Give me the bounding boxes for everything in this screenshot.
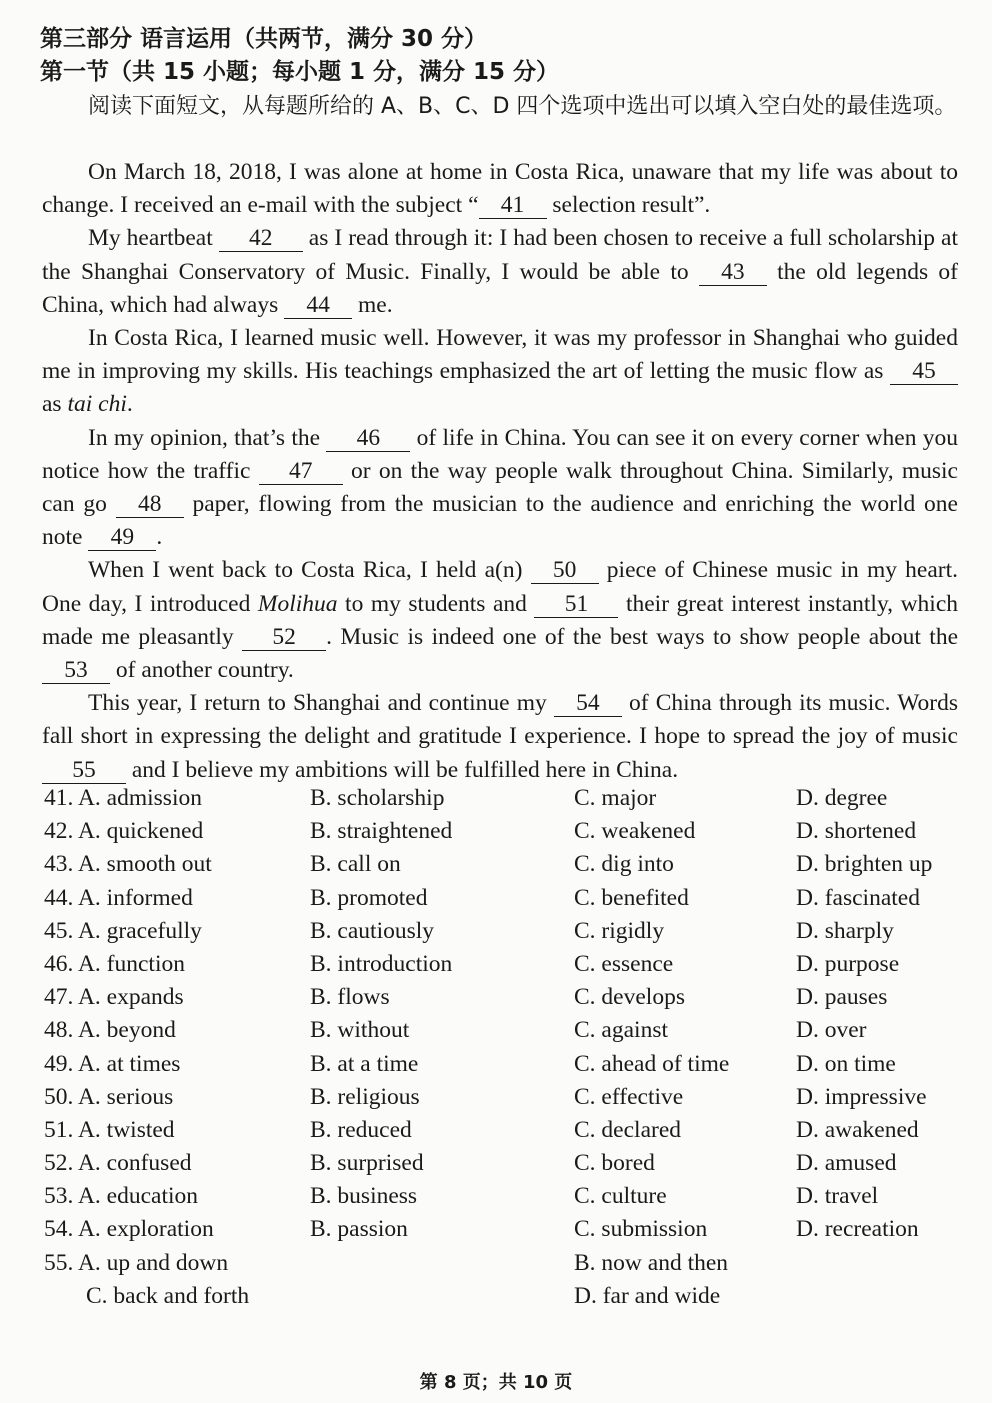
option-d: D. impressive: [796, 1083, 927, 1110]
option-b: B. introduction: [310, 950, 453, 977]
option-b: B. business: [310, 1183, 418, 1210]
blank-51: 51: [534, 591, 618, 618]
option-b: B. reduced: [310, 1116, 412, 1143]
option-d: D. brighten up: [796, 851, 933, 878]
paragraph-3: In Costa Rica, I learned music well. However, it was my professor in Shanghai who guided me in improving my skills. His teachings emphasized the art of letting the music flow as 45 as tai chi.: [42, 325, 958, 418]
option-a: 42. A. quickened: [44, 818, 204, 845]
option-b: B. surprised: [310, 1150, 424, 1177]
option-b: B. promoted: [310, 884, 428, 911]
option-row: [44, 785, 964, 818]
option-c: C. effective: [574, 1083, 684, 1110]
blank-52: 52: [242, 624, 326, 651]
option-d: D. on time: [796, 1050, 896, 1077]
cloze-passage: [42, 156, 958, 787]
blank-47: 47: [259, 458, 343, 485]
section-heading: 第三部分 语言运用（共两节，满分 30 分）: [40, 26, 488, 52]
option-d: D. pauses: [796, 984, 888, 1011]
option-row: [44, 1117, 964, 1150]
option-c: C. culture: [574, 1183, 667, 1210]
paragraph-4: In my opinion, that’s the 46 of life in China. You can see it on every corner when you notice how the traffic 47 or on the way people walk throughout China. Similarly, music can go 48 paper, flowing from the musician to the audience and enriching the world one note 49 .: [42, 424, 958, 551]
blank-43: 43: [699, 259, 767, 286]
option-row: [44, 1216, 964, 1249]
option-c: C. dig into: [574, 851, 674, 878]
option-a: 45. A. gracefully: [44, 917, 202, 944]
paragraph-6: This year, I return to Shanghai and continue my 54 of China through its music. Words fall short in expressing the delight and gratitude I experience. I hope to spread the joy of music 55 and I believe my ambitions will be fulfilled here in China.: [42, 690, 958, 783]
option-row-55: [44, 1250, 964, 1283]
blank-41: 41: [479, 192, 547, 219]
option-a: 52. A. confused: [44, 1150, 192, 1177]
option-c: C. major: [574, 785, 657, 811]
option-a: 55. A. up and down: [44, 1249, 229, 1276]
blank-55: 55: [42, 757, 126, 784]
option-b: B. call on: [310, 851, 401, 878]
option-b: B. now and then: [574, 1249, 729, 1276]
option-a: 44. A. informed: [44, 884, 193, 911]
option-d: D. travel: [796, 1183, 879, 1210]
paragraph-5: When I went back to Costa Rica, I held a(n) 50 piece of Chinese music in my heart. One day, I introduced Molihua to my students and 51 their great interest instantly, which made me pleasantly 52 . Music is indeed one of the best ways to show people about the 53 of another country.: [42, 557, 959, 684]
option-b: B. religious: [310, 1083, 420, 1110]
option-a: 43. A. smooth out: [44, 851, 212, 878]
option-c: C. against: [574, 1017, 668, 1044]
option-a: 48. A. beyond: [44, 1017, 176, 1044]
option-c: C. weakened: [574, 818, 696, 845]
option-row: [44, 1017, 964, 1050]
option-c: C. ahead of time: [574, 1050, 730, 1077]
blank-44: 44: [284, 292, 352, 319]
option-c: C. essence: [574, 950, 674, 977]
option-c: C. rigidly: [574, 917, 665, 944]
option-row: [44, 984, 964, 1017]
option-d: D. awakened: [796, 1116, 919, 1143]
option-d: D. over: [796, 1017, 867, 1044]
blank-49: 49: [88, 524, 156, 551]
option-c: C. benefited: [574, 884, 689, 911]
option-row: [44, 818, 964, 851]
paragraph-2: My heartbeat 42 as I read through it: I had been chosen to receive a full scholarship at the Shanghai Conservatory of Music. Finally, I would be able to 43 the old legends of China, which had always 44 me.: [42, 225, 959, 318]
option-c: C. develops: [574, 984, 685, 1011]
blank-42: 42: [219, 225, 303, 252]
option-d: D. purpose: [796, 950, 900, 977]
option-b: B. cautiously: [310, 917, 435, 944]
option-row: [44, 1183, 964, 1216]
option-a: 54. A. exploration: [44, 1216, 214, 1243]
option-b: B. scholarship: [310, 785, 445, 811]
option-a: 46. A. function: [44, 950, 185, 977]
option-row: [44, 1084, 964, 1117]
option-a: 51. A. twisted: [44, 1116, 175, 1143]
option-row: [44, 1150, 964, 1183]
blank-54: 54: [554, 690, 622, 717]
option-c: C. submission: [574, 1216, 708, 1243]
option-b: B. flows: [310, 984, 390, 1011]
option-d: D. sharply: [796, 917, 894, 944]
option-d: D. recreation: [796, 1216, 919, 1243]
blank-50: 50: [531, 557, 599, 584]
answer-options: [44, 785, 964, 1316]
option-c: C. bored: [574, 1150, 655, 1177]
option-row: [44, 885, 964, 918]
option-d: D. shortened: [796, 818, 917, 845]
paragraph-1: On March 18, 2018, I was alone at home in Costa Rica, unaware that my life was about to change. I received an e-mail with the subject “ 41 selection result”.: [42, 159, 958, 219]
option-row-55b: [44, 1283, 964, 1316]
option-d: D. degree: [796, 785, 888, 811]
blank-48: 48: [116, 491, 184, 518]
option-row: [44, 1051, 964, 1084]
option-row: [44, 851, 964, 884]
option-a: 47. A. expands: [44, 984, 184, 1011]
option-d: D. fascinated: [796, 884, 920, 911]
blank-53: 53: [42, 657, 110, 684]
instructions: 阅读下面短文，从每题所给的 A、B、C、D 四个选项中选出可以填入空白处的最佳选项。: [88, 94, 957, 119]
option-d: D. far and wide: [574, 1282, 721, 1309]
option-a: 41. A. admission: [44, 785, 202, 811]
option-a: 53. A. education: [44, 1183, 199, 1210]
option-row: [44, 951, 964, 984]
option-b: B. straightened: [310, 818, 453, 845]
option-c: C. back and forth: [86, 1282, 250, 1309]
option-b: B. without: [310, 1017, 410, 1044]
subsection-heading: 第一节（共 15 小题；每小题 1 分，满分 15 分）: [40, 59, 560, 85]
blank-45: 45: [890, 358, 958, 385]
option-d: D. amused: [796, 1150, 897, 1177]
page-footer: 第 8 页；共 10 页: [419, 1372, 573, 1393]
option-a: 50. A. serious: [44, 1083, 174, 1110]
option-a: 49. A. at times: [44, 1050, 181, 1077]
option-row: [44, 918, 964, 951]
option-b: B. at a time: [310, 1050, 419, 1077]
option-c: C. declared: [574, 1116, 682, 1143]
option-b: B. passion: [310, 1216, 408, 1243]
blank-46: 46: [326, 425, 410, 452]
